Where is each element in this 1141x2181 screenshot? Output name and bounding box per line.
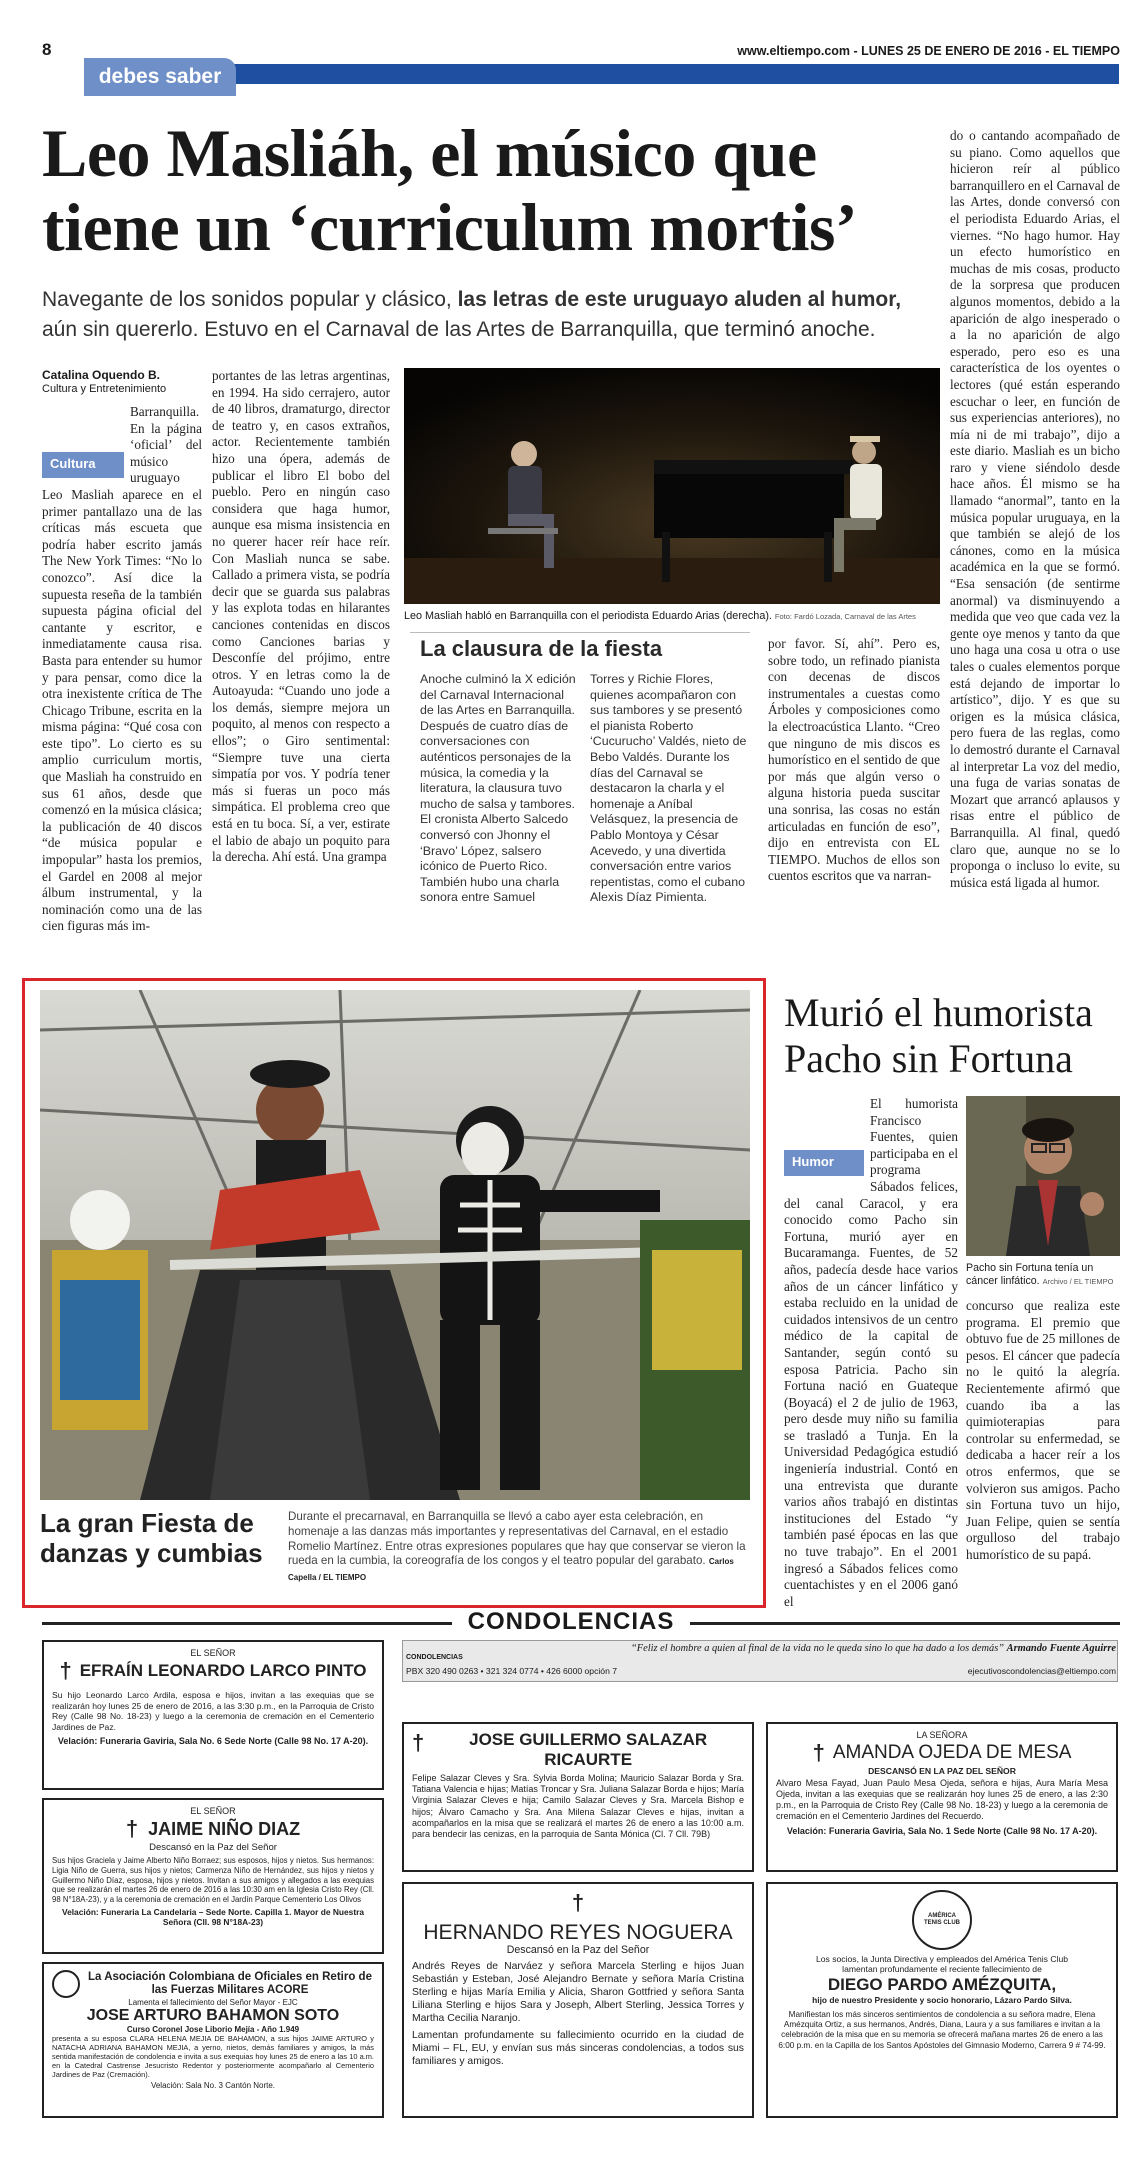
larco-label: EL SEÑOR <box>190 1648 236 1658</box>
carnaval-illustration <box>40 990 750 1500</box>
carnaval-credit: Carlos Capella / EL TIEMPO <box>288 1557 734 1583</box>
masliah-photo-caption <box>404 610 944 622</box>
condolencias-title: CONDOLENCIAS <box>467 1608 675 1635</box>
carnaval-caption-text: Durante el precarnaval, en Barranquilla se llevó a cabo ayer esta celebración, en homenaje a las danzas más importantes y representativas del Carnaval, en el estadio Romelio Martínez. Entre otras expresiones populares que hay que conservar se vieron la rueda en la cumbia, la coreografía de los congos y el teatro popular del garabato. <box>288 1510 746 1568</box>
condolence-ojeda <box>766 1722 1118 1872</box>
condolencias-rule-right <box>690 1622 1120 1625</box>
lead-deck-bold: las letras de este uruguayo aluden al humor, <box>457 288 902 311</box>
lead-deck-plain: Navegante de los sonidos popular y clásico, <box>42 288 458 311</box>
sidebar-box <box>410 632 750 633</box>
reyes-body: Andrés Reyes de Narváez y señora Marcela Sterling e hijos Juan Sebastián y Esteban, José Alejandro Bernate y señora María Cristina Sterling e hijas María Emilia y Alicia, Sharon Gottfried y señora Santa Liliana Sterling e hijos Sara y Joseph, Albert Sterling, Jessica Torres y Martha Cecilia Naranjo. <box>412 1961 744 2024</box>
lead-column-5 <box>768 636 940 966</box>
lead-deck <box>42 285 922 345</box>
tennis-club-logo <box>912 1890 972 1950</box>
bahamon-intro: Lamenta el fallecimiento del Señor Mayor - EJC <box>128 1998 298 2007</box>
cross-icon: † <box>571 1890 585 1915</box>
bahamon-name: JOSE ARTURO BAHAMON SOTO <box>86 2007 340 2024</box>
lead-column-2 <box>212 368 390 966</box>
lead-deck-plain-2: aún sin quererlo. Estuvo en el Carnaval de las Artes de Barranquilla, que terminó anoche. <box>42 318 876 341</box>
section-tag-cultura: Cultura <box>42 452 124 478</box>
nino-velacion: Velación: Funeraria La Candelaria – Sede Norte. Capilla 1. Mayor de Nuestra Señora (Cll. 98 N°18A-23) <box>61 1906 365 1927</box>
larco-body: Su hijo Leonardo Larco Ardila, esposa e hijos, invitan a las exequias que se realizarán hoy lunes 25 de enero de 2016, a las 3:30 p.m., en la Parroquia de Cristo Rey (Calle 98 No. 18-23) y luego a la ceremonia de cremación en el Cementerio Jardines de Paz. <box>52 1690 374 1732</box>
masliah-photo <box>404 368 940 604</box>
masliah-caption-text: Leo Masliah habló en Barranquilla con el periodista Eduardo Arias (derecha). <box>404 610 772 622</box>
larco-name: EFRAÍN LEONARDO LARCO PINTO <box>79 1661 367 1680</box>
page-number: 8 <box>42 40 52 59</box>
ojeda-body: Alvaro Mesa Fayad, Juan Paulo Mesa Ojeda, señora e hijas, Aura María Mesa Ojeda, invitan a las exequias que se realizarán hoy lunes 25 de enero, a las 2:30 p.m., en la Parroquia de Cristo Rey (Calle 98 No. 18-23) y luego a la ceremonia de cremación en el Cementerio Jardines del Recuerdo. <box>776 1778 1108 1821</box>
pacho-column-2 <box>966 1298 1120 1616</box>
carnaval-caption <box>288 1510 750 1586</box>
lead-text-5: por favor. Sí, ahí”. Pero es, sobre todo, un refinado pianista con decenas de discos instrumentales a cuestas como Árboles y composiciones como la electroacústica Llanto. “Creo que ninguno de mis discos es humorístico en el sentido de que por más que algún verso o alguna historia pueda suscitar una sonrisa, las cosas no están articuladas en función de eso”, dijo en entrevista con EL TIEMPO. Muchos de ellos son cuentos escritos que va narran- <box>768 636 940 884</box>
sidebar-column-1 <box>420 672 580 972</box>
bahamon-sub: Curso Coronel Jose Liborio Mejía - Año 1.949 <box>126 2025 300 2034</box>
sidebar-title: La clausura de la fiesta <box>420 636 663 661</box>
pacho-photo-caption <box>966 1262 1120 1288</box>
byline: Catalina Oquendo B. <box>42 368 161 382</box>
pacho-text-2: concurso que realiza este programa. El premio que obtuvo fue de 25 millones de pesos. El cáncer que padecía no le quitó la alegría. Recientemente afirmó que cuando iba a las quimioterapias para controlar su enfermedad, se dedicaba a hacer reír a los otros enfermos, que se volvieron sus amigos. Pacho sin Fortuna tuvo un hijo, Juan Felipe, quien se sentía orgulloso del trabajo humorístico de su papá. <box>966 1298 1120 1562</box>
pacho-caption-credit: Archivo / EL TIEMPO <box>1042 1277 1114 1286</box>
salazar-name: JOSE GUILLERMO SALAZAR RICAURTE <box>469 1730 708 1769</box>
pacho-caption-text: Pacho sin Fortuna tenía un cáncer linfático. <box>966 1262 1094 1287</box>
lead-text-6: do o cantando acompañado de su piano. Como aquellos que hicieron reír al público barranquillero en el Carnaval de las Artes, donde conversó con el periodista Eduardo Arias, el viernes. “No hago humor. Hay un efecto humorístico en muchas de mis cosas, producto de la sorpresa que producen algunos momentos, debido a la aparición de algo inesperado o a la no aparición de algo esperado, pero eso es una característica de los oyentes o lectores (qué están esperando escuchar o leer, en función de sus experiencias anteriores), no mía ni de mi trabajo”, dijo a este diario. Masliah es un bicho raro y viene siéndolo desde hace años. Él mismo se ha llamado “anormal”, tanto en la música popular uruguaya, en la que también se alejó de los cánones, como en la música académica en la que se formó. “Esa sensación (de sentirme anormal) va disminuyendo a medida que veo que cada vez la gente oye menos y tanto da que uno haga una cosa u otra o use tales o cuales elementos porque está dejando de importar lo artístico”, dijo. Y es que su origen es la música clásica, pero fuera de las reglas, como lo demostró durante el Carnaval al interpretar La voz del medio, una fuga de varias sonatas de Mozart que arrancó aplausos y risas entre el público de Barranquilla. Al final, quedó claro que, aunque no se lo proponga o incluso lo evite, su música está ligada al humor. <box>950 128 1120 890</box>
condolence-nino <box>42 1798 384 1954</box>
pacho-text-1: El humorista Francisco Fuentes, quien participaba en el programa Sábados felices, del canal Caracol, y era conocido como Pacho sin Fortuna, murió ayer en Bucaramanga. Fuentes, de 52 años, padecía desde hace varios años de un cáncer linfático y estaba recluido en la unidad de cuidados intensivos de un centro médico de la capital de Santander, según contó su esposa Patricia. Pacho sin Fortuna nació en Guateque (Boyacá) el 2 de julio de 1963, pero desde muy niño su familia se trasladó a Tunja. En la Universidad Pedagógica estudió ingeniería industrial. Contó en una entrevista que durante varios años trabajó en distintas instituciones del Estado “y también pasé épocas en las que no tuve trabajo”. En el 2001 ingresó a Sábados felices como cuentachistes y en el 2006 ganó el <box>784 1096 958 1609</box>
pacho-column-1 <box>784 1096 958 1616</box>
lead-headline: Leo Masliáh, el músico que tiene un ‘curriculum mortis’ <box>42 115 858 265</box>
nino-sub: Descansó en la Paz del Señor <box>149 1842 277 1853</box>
salazar-body: Felipe Salazar Cleves y Sra. Sylvia Borda Molina; Mauricio Salazar Borda y Sra. Tatiana Valencia e hijas; Matías Troncar y Sra. Juliana Salazar Borda e hijos; María Virginia Salazar Cleves e hija; Camilo Salazar Cleves y Sra. Marcela Bishop e hijos; Álvaro Camacho y Sra. Ana Milena Salazar Cleves e hijas, invitan a acompañarlos en la misa que se realizará el martes 26 de enero a las 10:00 a.m. para bendecir las cenizas, en la parroquia de Santa Mónica (Cl. 7 Cll. 79B) <box>412 1773 744 1840</box>
carnaval-photo <box>40 990 750 1500</box>
nino-label: EL SEÑOR <box>190 1806 236 1816</box>
bahamon-velacion: Velación: Sala No. 3 Cantón Norte. <box>150 2081 276 2090</box>
lead-column-1 <box>42 404 202 964</box>
quote-author: Armando Fuente Aguirre <box>1006 1643 1116 1654</box>
cross-icon: † <box>812 1740 825 1765</box>
quote-text: “Feliz el hombre a quien al final de la vida no le queda sino lo que ha dado a los demás” <box>630 1643 1005 1654</box>
sidebar-text-1: Anoche culminó la X edición del Carnaval Internacional de las Artes en Barranquilla. Después de cuatro días de conversaciones con auténticos personajes de la música, la comedia y la literatura, la clausura tuvo mucho de salsa y tambores. El cronista Alberto Salcedo conversó con Jhonny el ‘Bravo’ López, salsero icónico de Puerto Rico. También hubo una charla sonora entre Samuel <box>420 672 576 905</box>
condolencias-quote <box>620 1643 1116 1654</box>
pacho-portrait <box>966 1096 1120 1256</box>
section-bar <box>84 64 1119 84</box>
lead-text-1: Barranquilla. En la página ‘oficial’ del músico uruguayo Leo Masliah aparece en el primer pantallazo una de las críticas más escueta que podría haber escrito jamás The New York Times: “No lo conozco”. Así dice la supuesta reseña de la también supuesta página oficial del cantante y escritor, e inmediatamente causa risa. Basta para entender su humor y para pensar, como dice la otra inexistente crítica de The Chicago Tribune, escrita en la misma página: “Qué cosa con este tipo”. Lo cierto es su amplio curriculum mortis, que Masliah ha construido en sus 61 años, desde que comenzó en la música clásica; la publicación de 40 discos “de música popular e impopular” hasta los premios, el Gardel en 2008 al mejor álbum instrumental, y la nominación como una de las cien figuras más im- <box>42 404 202 934</box>
ojeda-velacion: Velación: Funeraria Gaviria, Sala No. 1 Sede Norte (Calle 98 No. 17 A-20). <box>786 1826 1098 1836</box>
lead-text-2: portantes de las letras argentinas, en 1994. Ha sido cerrajero, autor de 40 libros, dramaturgo, director de teatro y, en casos extraños, actor. Recientemente también hizo una ópera, además de publicar el libro El bobo del pueblo. Pero en ningún caso considera que haga humor, aunque esa misma insistencia en no querer hacer reír hace reír. Con Masliah nunca se sabe. Callado a primera vista, se podría decir que se guarda sus palabras y las explota todas en hilarantes canciones contenidas en discos como Canciones barias y Desconfíe del prójimo, entre otros. Y en letras como la de Autoayuda: “Cuando uno jode a los demás, siempre mejora un poquito, al menos con respecto a ellos”; o Giro sentimental: “Siempre tuve una cierta simpatía por vos. Y podría tener más si fueras un poco más simpática. El problema creo que está en tu boca. Sí, a ver, estirate el labio de abajo un poquito para la derecha. Ahí está. Una grampa <box>212 368 390 865</box>
bahamon-body: presenta a su esposa CLARA HELENA MEJIA DE BAHAMON, a sus hijos JAIME ARTURO y NATACHA ADRIANA BAHAMON MEJIA, a yerno, nietos, demás familiares y amigos, la más sentida manifestación de condolencia e invita a sus exequias hoy lunes 25 de enero a las 10 a.m. en la Catedral Castrense Jesucristo Redentor y posteriormente acompañarlo al Cementerio Jardines de Paz (Cremación). <box>52 2034 374 2079</box>
sidebar-text-2: Torres y Richie Flores, quienes acompañaron con sus tambores y se presentó el pianista Roberto ‘Cucurucho’ Valdés, nieto de Bebo Valdés. Durante los días del Carnaval se destacaron la charla y el homenaje a Aníbal Velásquez, la presencia de Pablo Montoya y César Acevedo, y una divertida conversación entre varios repentistas, como el cubano Alexis Díaz Pimienta. <box>590 672 747 905</box>
pacho-headline: Murió el humorista Pacho sin Fortuna <box>784 990 1093 1081</box>
cross-icon: † <box>59 1658 72 1683</box>
bahamon-org: La Asociación Colombiana de Oficiales en Retiro de las Fuerzas Militares ACORE <box>88 1971 372 1996</box>
carnaval-title: La gran Fiesta de danzas y cumbias <box>40 1508 263 1568</box>
byline-section: Cultura y Entretenimiento <box>42 383 167 395</box>
pardo-intro: Los socios, la Junta Directiva y empleados del América Tenis Club <box>815 1954 1069 1964</box>
pardo-body: Manifiestan los más sinceros sentimientos de condolencia a su señora madre, Elena Amézquita Ortiz, a sus hermanos, Andrés, Diana, Laura y a sus familiares e invitan a la celebración de la misa que en su memoria se ofrecerá mañana martes 26 de enero a las 6:00 p.m. en la Capilla de los Santos Apóstoles del Gimnasio Moderno, Carrera 9 # 74-99. <box>778 2010 1106 2050</box>
lead-column-6 <box>950 128 1120 966</box>
contact-label: CONDOLENCIAS <box>406 1654 463 1661</box>
section-tag-humor: Humor <box>784 1150 864 1176</box>
section-tab: debes saber <box>84 58 236 96</box>
pacho-photo <box>966 1096 1120 1256</box>
page-folio: www.eltiempo.com - LUNES 25 DE ENERO DE 2016 - EL TIEMPO <box>737 44 1120 58</box>
condolencias-rule-left <box>42 1622 452 1625</box>
tennis-club-logo-text: AMÉRICA TENIS CLUB <box>924 1913 960 1926</box>
ojeda-sub: DESCANSÓ EN LA PAZ DEL SEÑOR <box>868 1766 1016 1776</box>
pardo-sub: hijo de nuestro Presidente y socio honorario, Lázaro Pardo Silva. <box>812 1995 1072 2005</box>
condolence-bahamon <box>42 1962 384 2118</box>
nino-name: JAIME NIÑO DIAZ <box>148 1819 301 1839</box>
ojeda-label: LA SEÑORA <box>916 1730 968 1740</box>
contact-phones: PBX 320 490 0263 • 321 324 0774 • 426 6000 opción 7 <box>406 1666 618 1676</box>
reyes-sub: Descansó en la Paz del Señor <box>506 1944 650 1956</box>
masliah-stage-illustration <box>404 368 940 604</box>
reyes-body-2: Lamentan profundamente su fallecimiento ocurrido en la ciudad de Miami – FL, EU, y envían sus más sinceras condolencias, a todos sus familiares y amigos. <box>412 2030 744 2067</box>
contact-email: ejecutivoscondolencias@eltiempo.com <box>967 1666 1116 1676</box>
condolence-larco <box>42 1640 384 1790</box>
cross-icon: † <box>125 1816 139 1841</box>
larco-velacion: Velación: Funeraria Gaviria, Sala No. 6 Sede Norte (Calle 98 No. 17 A-20). <box>57 1736 369 1747</box>
acore-logo <box>52 1970 80 1998</box>
cross-icon: † <box>412 1730 425 1755</box>
condolence-salazar <box>402 1722 754 1872</box>
sidebar-column-2 <box>590 672 750 972</box>
condolence-pardo <box>766 1882 1118 2118</box>
ojeda-name: AMANDA OJEDA DE MESA <box>832 1742 1072 1763</box>
pardo-name: DIEGO PARDO AMÉZQUITA, <box>827 1975 1057 1994</box>
condolence-reyes <box>402 1882 754 2118</box>
reyes-name: HERNANDO REYES NOGUERA <box>423 1921 733 1944</box>
masliah-caption-credit: Foto: Fardó Lozada, Carnaval de las Artes <box>774 612 916 621</box>
nino-body: Sus hijos Graciela y Jaime Alberto Niño Borraez; sus esposos, hijos y nietos. Sus hermanos: Ligia Niño de Guerra, sus hijos y nietos; Carmenza Niño de Hernández, sus hijos y nietos y Guillermo Niño Díaz, esposa, hijos y nietos. Invitan a sus amigos y allegados a las exequias que se realizarán el martes 26 de enero de 2016 a las 10:30 am en la Iglesia Cristo Rey (Cll. 98 N°18A-23), y a la ceremonia de cremación en el Jardín Parque Cementerio Los Olivos <box>52 1856 374 1905</box>
pardo-intro-2: lamentan profundamente el reciente fallecimiento de <box>842 1964 1042 1974</box>
